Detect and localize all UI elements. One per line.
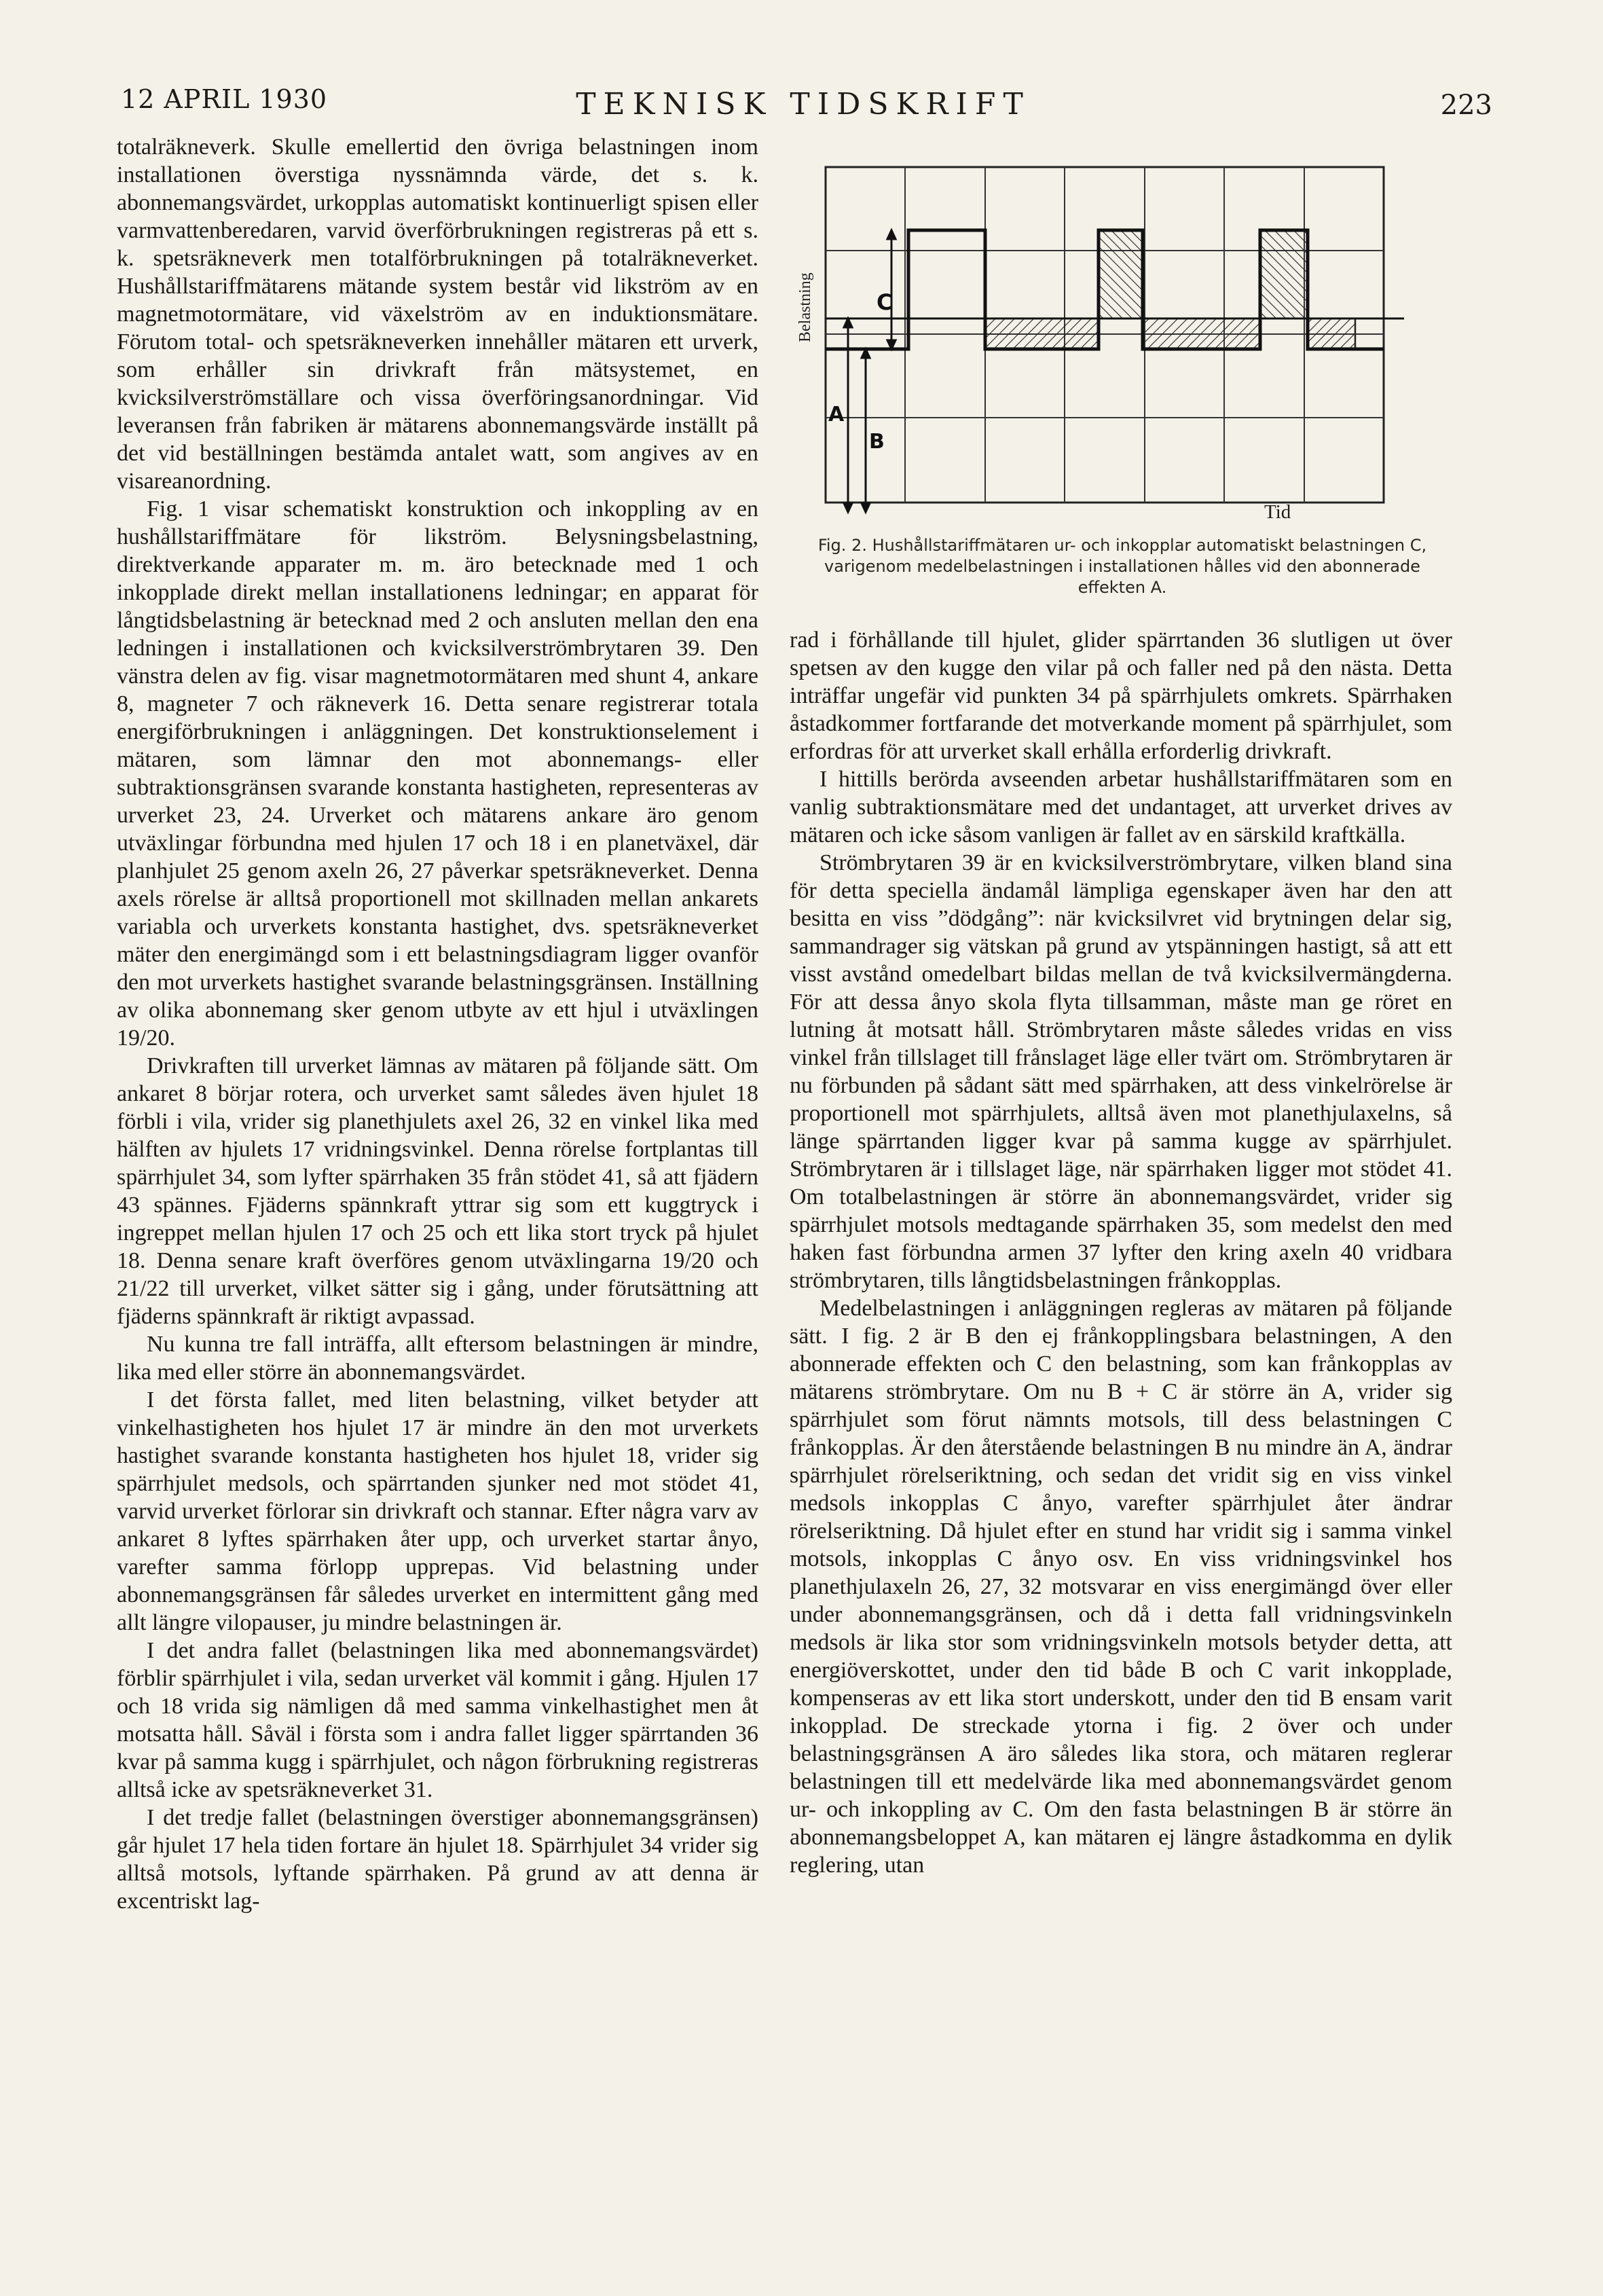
page-header [114,80,1492,134]
right-column [790,626,1452,1879]
paragraph: Drivkraften till urverket lämnas av mätaren på följande sätt. Om ankaret 8 börjar rotera, och urverket samt således även hjulet 18 förbli i vila, vrider sig planethjulets axel 26, 32 en vinkel lika med hälften av hjulets 17 vridningsvinkel. Denna rörelse fortplantas till spärrhjulet 34, som lyfter spärrhaken 35 från stödet 41, så att fjädern 43 spännes. Fjäderns spännkraft yttrar sig som ett kuggtryck i ingreppet mellan hjulen 17 och 25 och ett lika stort tryck på hjulet 18. Denna senare kraft överföres genom utväxlingarna 19/20 och 21/22 till urverket, vilket sätter sig i gång, under förutsättning att fjäderns spännkraft är riktigt avpassad. [117,1053,758,1329]
paragraph: I det första fallet, med liten belastning, vilket betyder att vinkelhastigheten hos hjulet 17 är mindre än den mot urverkets hastighet svarande konstanta hastigheten hos hjulet 18, vrider sig spärrhjulet medsols, och spärrtanden sjunker ned mot stödet 41, varvid urverket förlorar sin drivkraft och stannar. Efter några varv av ankaret 8 lyftes spärrhaken åter upp, och urverket startar ånyo, varefter samma förlopp upprepas. Vid belastning under abonnemangsgränsen får således urverket en intermittent gång med allt längre vilopauser, ju mindre belastningen är. [117,1387,758,1635]
paragraph: rad i förhållande till hjulet, glider spärrtanden 36 slutligen ut över spetsen av den kugge den vilar på och faller ned på den nästa. Detta inträffar ungefär vid punkten 34 på spärrhjulets omkrets. Spärrhaken åstadkommer fortfarande det motverkande moment på spärrhjulet, som erfordras för att urverket skall erhålla erforderlig drivkraft. [790,627,1452,764]
label-a: A [828,403,845,426]
paragraph: totalräkneverk. Skulle emellertid den övriga belastningen inom installationen överstiga nyssnämnda värde, det s. k. abonnemangsvärdet, urkopplas automatiskt kontinuerligt spisen eller varmvattenberedaren, varvid överförbrukningen registreras på ett s. k. spetsräkneverk men totalförbrukningen på totalräkneverket. Hushållstariffmätarens mätande system består vid likström av en magnetmotormätare, vid växelström av en induktionsmätare. Förutom total- och spetsräkneverken innehåller mätaren ett urverk, som erhåller sin drivkraft från mätsystemet, en kvicksilverströmställare och vissa överföringsanordningar. Vid leveransen från fabriken är mätarens abonnemangsvärde inställt på det vid beställningen bestämda antalet watt, som angives av en visareanordning. [117,134,758,494]
paragraph: I det tredje fallet (belastningen överstiger abonnemangsgränsen) går hjulet 17 hela tiden fortare än hjulet 18. Spärrhjulet 34 vrider sig alltså motsols, lyftande spärrhaken. På grund av att denna är excentriskt lag- [117,1805,758,1914]
excess-area [1260,230,1308,318]
label-c: C [877,289,893,315]
page-number: 223 [1440,90,1492,121]
deficit-area [1308,318,1355,349]
left-column [117,133,758,1915]
paragraph: Strömbrytaren 39 är en kvicksilverströmbrytare, vilken bland sina för detta speciella ändamål lämpliga egenskaper även har den att besitta en viss ”dödgång”: när kvicksilvret vid brytningen delar sig, sammandrager sig vätskan på grund av ytspänningen hastigt, så att ett visst avstånd omedelbart bildas mellan de två kvicksilvermängderna. För att dessa ånyo skola flyta tillsamman, måste man ge röret en lutning åt motsatt håll. Strömbrytaren måste således vridas en viss vinkel från tillslaget till frånslaget läge eller tvärt om. Strömbrytaren är nu förbunden på sådant sätt med spärrhaken, att dess vinkelrörelse är proportionell mot spärrhjulets, alltså även mot planethjulaxelns, så länge spärrtanden ligger kvar på samma kugge av spärrhjulet. Strömbrytaren är i tillslaget läge, när spärrhaken ligger mot stödet 41. Om totalbelastningen är större än abonnemangsvärdet, vrider sig spärrhjulet motsols medtagande spärrhaken 35, som medelst den med haken fast förbundna armen 37 lyfter den kring axeln 40 vridbara strömbrytaren, tills långtidsbelastningen frånkopplas. [790,850,1452,1293]
label-b: B [869,430,885,454]
x-axis-label: Tid [1264,501,1291,523]
journal-title: TEKNISK TIDSKRIFT [576,87,1031,122]
deficit-area [985,318,1099,349]
paragraph: Nu kunna tre fall inträffa, allt eftersom belastningen är mindre, lika med eller större än abonnemangsvärdet. [117,1332,758,1385]
paragraph: I hittills berörda avseenden arbetar hushållstariffmätaren som en vanlig subtraktionsmätare med det undantaget, att urverket drives av mätaren och icke såsom vanligen är fallet av en särskild kraftkälla. [790,767,1452,848]
paragraph: Medelbelastningen i anläggningen regleras av mätaren på följande sätt. I fig. 2 är B den ej frånkopplingsbara belastningen, A den abonnerade effekten och C den belastning, som kan frånkopplas av mätarens strömbrytare. Om nu B + C är större än A, vrider sig spärrhjulet som förut nämnts motsols, till dess belastningen C frånkopplas. Är den återstående belastningen B nu mindre än A, ändrar spärrhjulet rörelseriktning, och sedan det vridit sig en viss vinkel medsols inkopplas C ånyo, varefter spärrhjulet åter ändrar rörelseriktning. Då hjulet efter en stund har vridit sig i samma vinkel motsols, inkopplas C ånyo osv. En viss vridningsvinkel hos planethjulaxeln 26, 27, 32 motsvarar en viss energimängd över eller under abonnemangsgränsen, och då i detta fall vridningsvinkeln medsols är lika stor som vridningsvinkeln motsols betyder detta, att energiöverskottet, under den tid både B och C varit inkopplade, kompenseras av ett lika stort underskott, under den tid B ensam varit inkopplad. De streckade ytorna i fig. 2 över och under belastningsgränsen A äro således lika stora, och mätaren reglerar belastningen till ett medelvärde lika med abonnemangsvärdet genom ur- och inkoppling av C. Om den fasta belastningen B är större än abonnemangsbeloppet A, kan mätaren ej längre åstadkomma en dylik reglering, utan [790,1296,1452,1878]
figure-caption: Fig. 2. Hushållstariffmätaren ur- och inkopplar automatiskt belastningen C, varigenom medelbelastningen i installationen hålles vid den abonnerade effekten A. [817,536,1427,597]
y-axis-label: Belastning [796,272,814,342]
issue-date: 12 APRIL 1930 [121,84,328,114]
paragraph: I det andra fallet (belastningen lika med abonnemangsvärdet) förblir spärrhjulet i vila, sedan urverket väl kommit i gång. Hjulen 17 och 18 vrida sig nämligen då med samma vinkelhastighet men åt motsatta håll. Såväl i första som i andra fallet ligger spärrtanden 36 kvar på samma kugg i spärrhjulet, och någon förbrukning registreras alltså icke av spetsräkneverket 31. [117,1638,758,1802]
deficit-area [1143,318,1260,349]
excess-area [1099,230,1143,318]
paragraph: Fig. 1 visar schematiskt konstruktion och inkoppling av en hushållstariffmätare för likström. Belysningsbelastning, direktverkande apparater m. m. äro betecknade med 1 och inkopplade direkt mellan installationens ledningar; en apparat för långtidsbelastning är betecknad med 2 och ansluten mellan den ena ledningen i installationen och kvicksilverströmbrytaren 39. Den vänstra delen av fig. visar magnetmotormätaren med shunt 4, ankare 8, magneter 7 och räkneverk 16. Detta senare registrerar totala energiförbrukningen i anläggningen. Det konstruktionselement i mätaren, som lämnar den mot abonnemangs- eller subtraktionsgränsen svarande konstanta hastigheten, representeras av urverket 23, 24. Urverket och mätarens ankare äro genom utväxlingar förbundna med hjulen 17 och 18 i en planetväxel, där planhjulet 25 genom axeln 26, 27 påverkar spetsräkneverket. Denna axels rörelse är alltså proportionell mot skillnaden mellan ankarets variabla och urverkets konstanta hastighet, dvs. spetsräkneverket mäter den energimängd som i ett belastningsdiagram ligger ovanför den mot urverkets hastighet svarande belastningsgränsen. Inställning av olika abonnemang sker genom utbyte av ett hjul i utväxlingen 19/20. [117,496,758,1051]
dimension-arrows [844,230,896,512]
